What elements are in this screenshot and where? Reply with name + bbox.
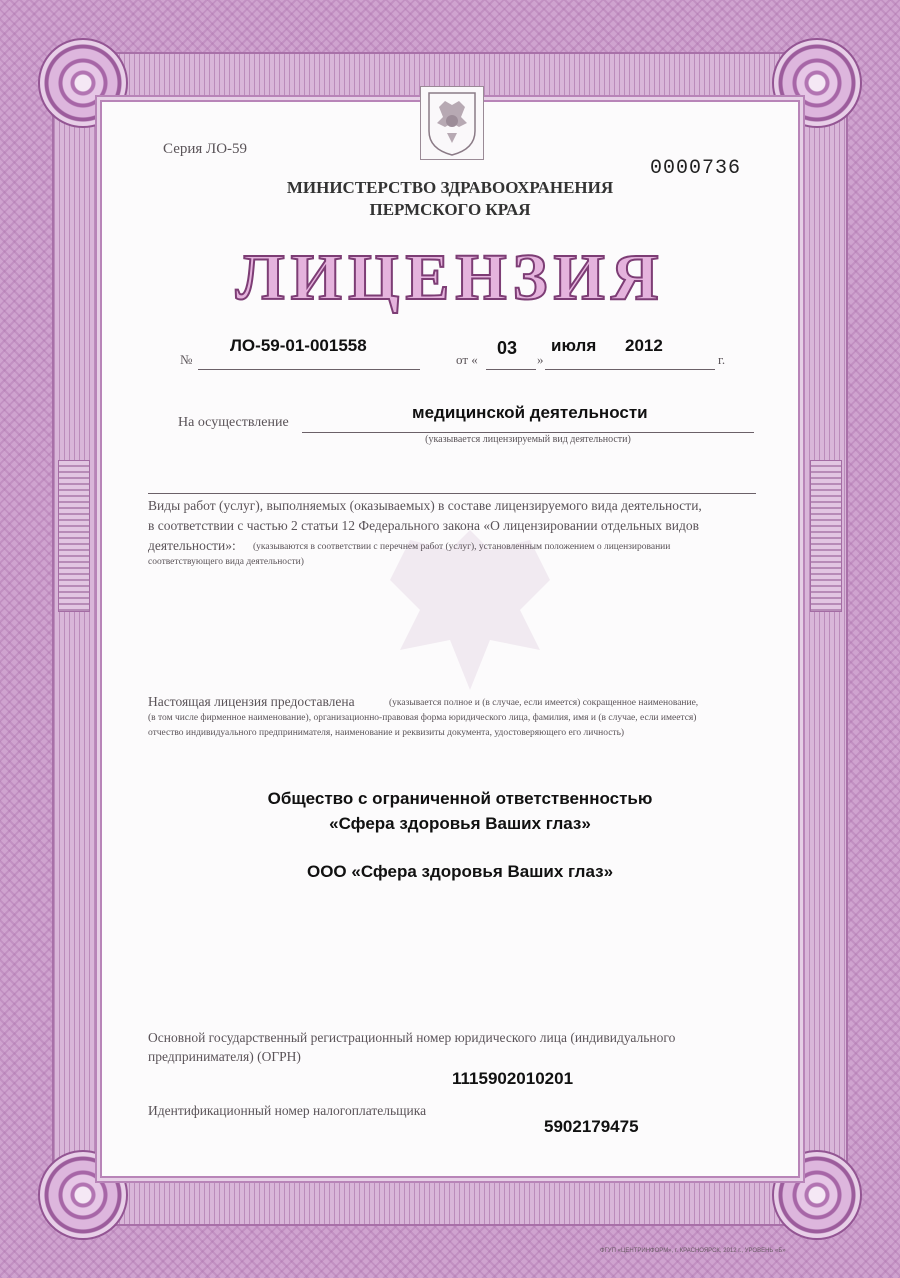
activity-hint: (указывается лицензируемый вид деятельности) [425,434,631,445]
day-underline [486,369,536,370]
side-band-right [810,460,842,612]
activity-value: медицинской деятельности [412,403,648,422]
granted-hint-3: отчество индивидуального предпринимателя, наименование и реквизиты документа, удостоверяющего его личность) [148,728,625,738]
company-full-name-line-2: «Сфера здоровья Ваших глаз» [329,814,591,833]
blank-line [148,493,756,494]
date-from-label: от « [456,352,478,367]
series-label: Серия ЛО-59 [163,141,248,157]
number-sign: № [180,352,193,367]
ogrn-label-line-2: предпринимателя) (ОГРН) [148,1049,301,1064]
ogrn-label-line-1: Основной государственный регистрационный номер юридического лица (индивидуального [148,1030,676,1045]
number-underline [198,369,420,370]
granted-hint-1: (указывается полное и (в случае, если имеется) сокращенное наименование, [389,698,699,708]
document-title: ЛИЦЕНЗИЯ [235,241,665,314]
printer-footer: ФГУП «ЦЕНТРИНФОРМ», г. КРАСНОЯРСК, 2012 г., УРОВЕНЬ «Б» [600,1248,786,1254]
inn-value: 5902179475 [544,1117,639,1136]
date-year: 2012 [625,336,663,355]
company-full-name-line-1: Общество с ограниченной ответственностью [267,789,653,808]
side-band-left [58,460,90,612]
year-suffix: г. [718,352,726,367]
works-hint-1: (указываются в соответствии с перечнем работ (услуг), установленным положением о лицензировании [253,542,671,552]
ministry-line-2: ПЕРМСКОГО КРАЯ [369,200,531,219]
date-day: 03 [497,338,518,358]
ogrn-value: 1115902010201 [452,1069,574,1088]
works-hint-2: соответствующего вида деятельности) [148,557,304,567]
month-year-underline [545,369,715,370]
works-line-3: деятельности»: [148,538,236,553]
activity-underline [302,432,754,433]
company-short-name: ООО «Сфера здоровья Ваших глаз» [306,862,614,881]
works-line-2: в соответствии с частью 2 статьи 12 Федерального закона «О лицензировании отдельных видов [148,518,699,533]
date-close-quote: » [537,352,544,367]
granted-hint-2: (в том числе фирменное наименование), организационно-правовая форма юридического лица, фамилия, имя и (в случае, если имеется) [148,713,697,723]
activity-label: На осуществление [178,415,289,430]
works-line-1: Виды работ (услуг), выполняемых (оказываемых) в составе лицензируемого вида деятельности, [148,498,702,513]
date-month: июля [551,336,597,355]
granted-label: Настоящая лицензия предоставлена [148,694,355,709]
coat-of-arms-icon [420,86,484,160]
ministry-line-1: МИНИСТЕРСТВО ЗДРАВООХРАНЕНИЯ [286,178,614,197]
serial-number: 0000736 [650,157,742,180]
inn-label: Идентификационный номер налогоплательщика [148,1103,427,1118]
license-number: ЛО-59-01-001558 [230,336,367,355]
